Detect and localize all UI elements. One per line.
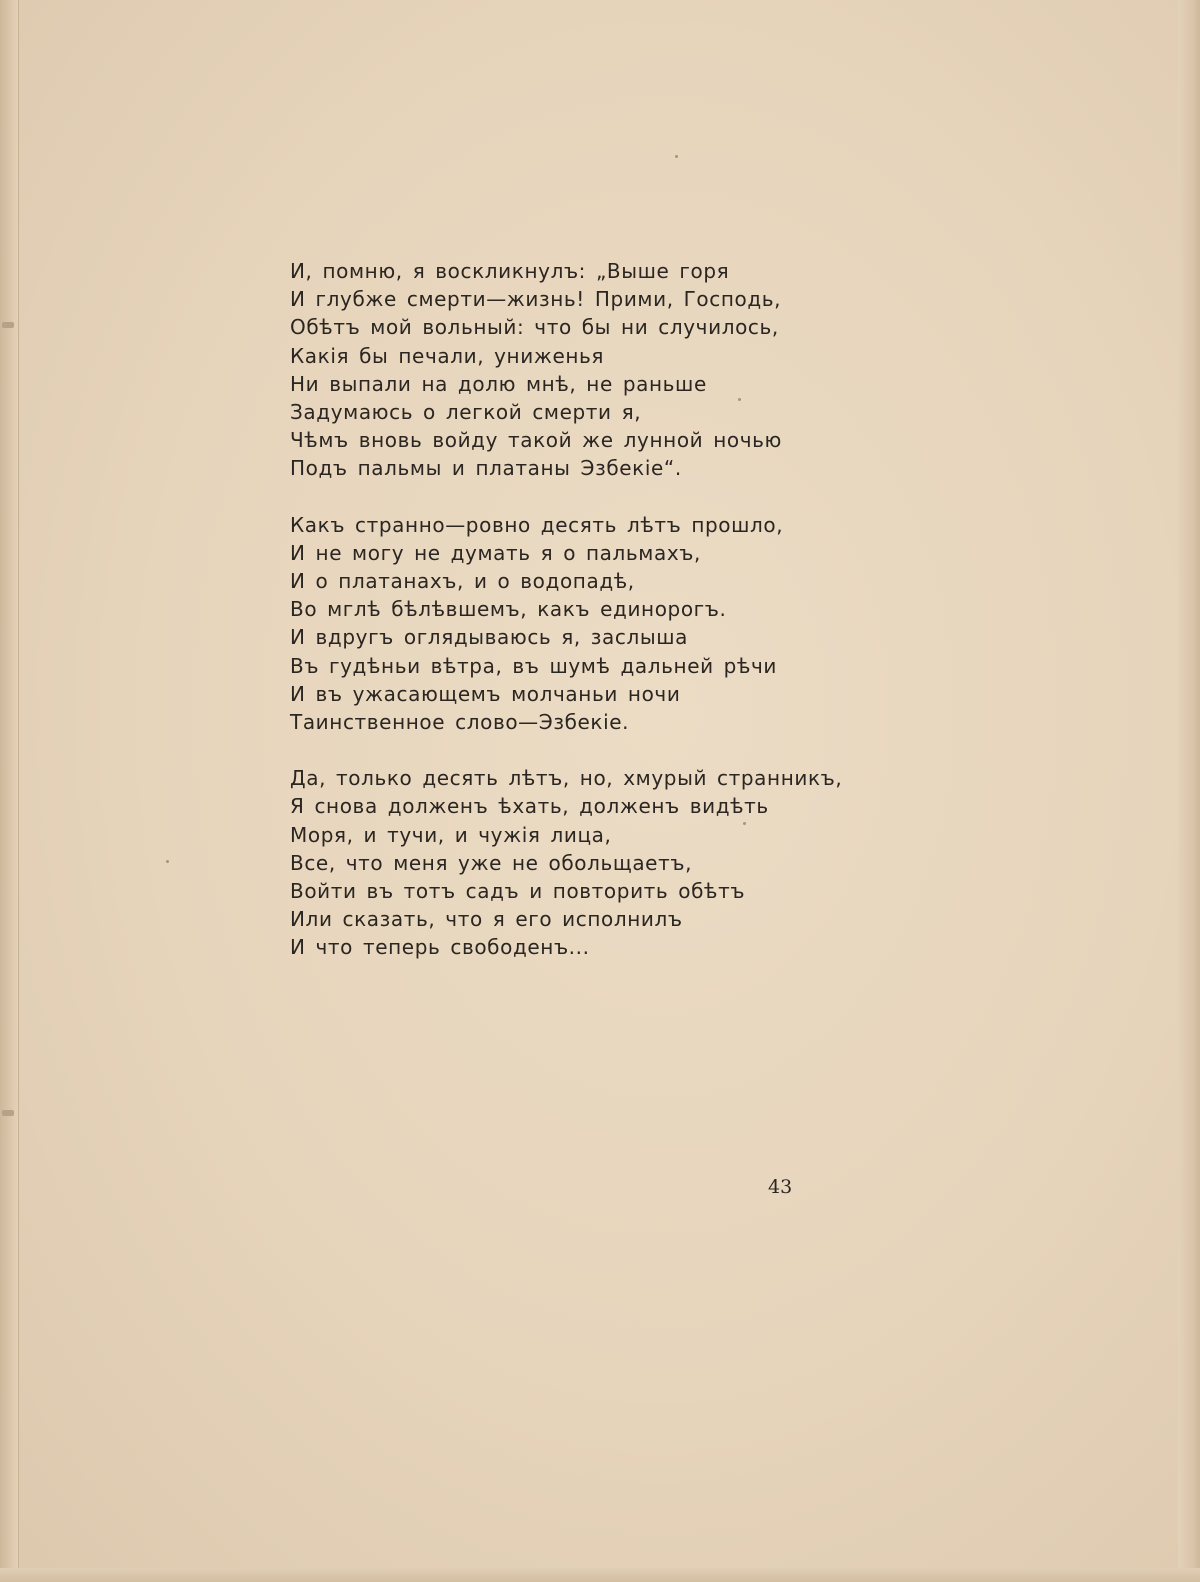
paper-speck	[675, 155, 678, 158]
poem-line: Все, что меня уже не обольщаетъ,	[290, 850, 693, 875]
poem-line: Какія бы печали, униженья	[290, 343, 605, 368]
poem-line: И глубже смерти—жизнь! Прими, Господь,	[290, 287, 782, 312]
poem-line: Подъ пальмы и платаны Эзбекіе“.	[290, 456, 682, 481]
poem-line: И что теперь свободенъ...	[290, 935, 590, 960]
paper-speck	[166, 860, 169, 863]
binding-stitch	[2, 322, 14, 328]
poem-line: Я снова долженъ ѣхать, долженъ видѣть	[290, 794, 769, 819]
poem-line: Ни выпали на долю мнѣ, не раньше	[290, 371, 707, 396]
poem-line: Чѣмъ вновь войду такой же лунной ночью	[290, 428, 782, 453]
poem-line: И, помню, я воскликнулъ: „Выше горя	[290, 259, 730, 283]
poem-line: Да, только десять лѣтъ, но, хмурый странникъ,	[290, 766, 843, 791]
stanza-2	[290, 511, 850, 737]
page-number: 43	[768, 1176, 793, 1198]
poem-text	[290, 257, 850, 990]
page-right-edge	[1178, 0, 1200, 1582]
stanza-3	[290, 764, 850, 961]
poem-line: Или сказать, что я его исполнилъ	[290, 907, 683, 932]
page-spine	[0, 0, 19, 1582]
poem-line: И о платанахъ, и о водопадѣ,	[290, 569, 635, 594]
poem-line: И не могу не думать я о пальмахъ,	[290, 540, 701, 565]
poem-line: И въ ужасающемъ молчаньи ночи	[290, 681, 681, 706]
poem-line: Какъ странно—ровно десять лѣтъ прошло,	[290, 512, 784, 537]
poem-line: Во мглѣ бѣлѣвшемъ, какъ единорогъ.	[290, 597, 727, 622]
binding-stitch	[2, 1110, 14, 1116]
poem-line: Таинственное слово—Эзбекіе.	[290, 710, 630, 735]
poem-line: Войти въ тотъ садъ и повторить обѣтъ	[290, 879, 746, 904]
stanza-1	[290, 257, 850, 483]
poem-line: Задумаюсь о легкой смерти я,	[290, 400, 642, 425]
poem-line: И вдругъ оглядываюсь я, заслыша	[290, 625, 689, 650]
page-bottom-edge	[0, 1568, 1200, 1582]
poem-line: Моря, и тучи, и чужія лица,	[290, 822, 612, 847]
poem-line: Въ гудѣньи вѣтра, въ шумѣ дальней рѣчи	[290, 653, 778, 678]
poem-line: Обѣтъ мой вольный: что бы ни случилось,	[290, 315, 779, 340]
